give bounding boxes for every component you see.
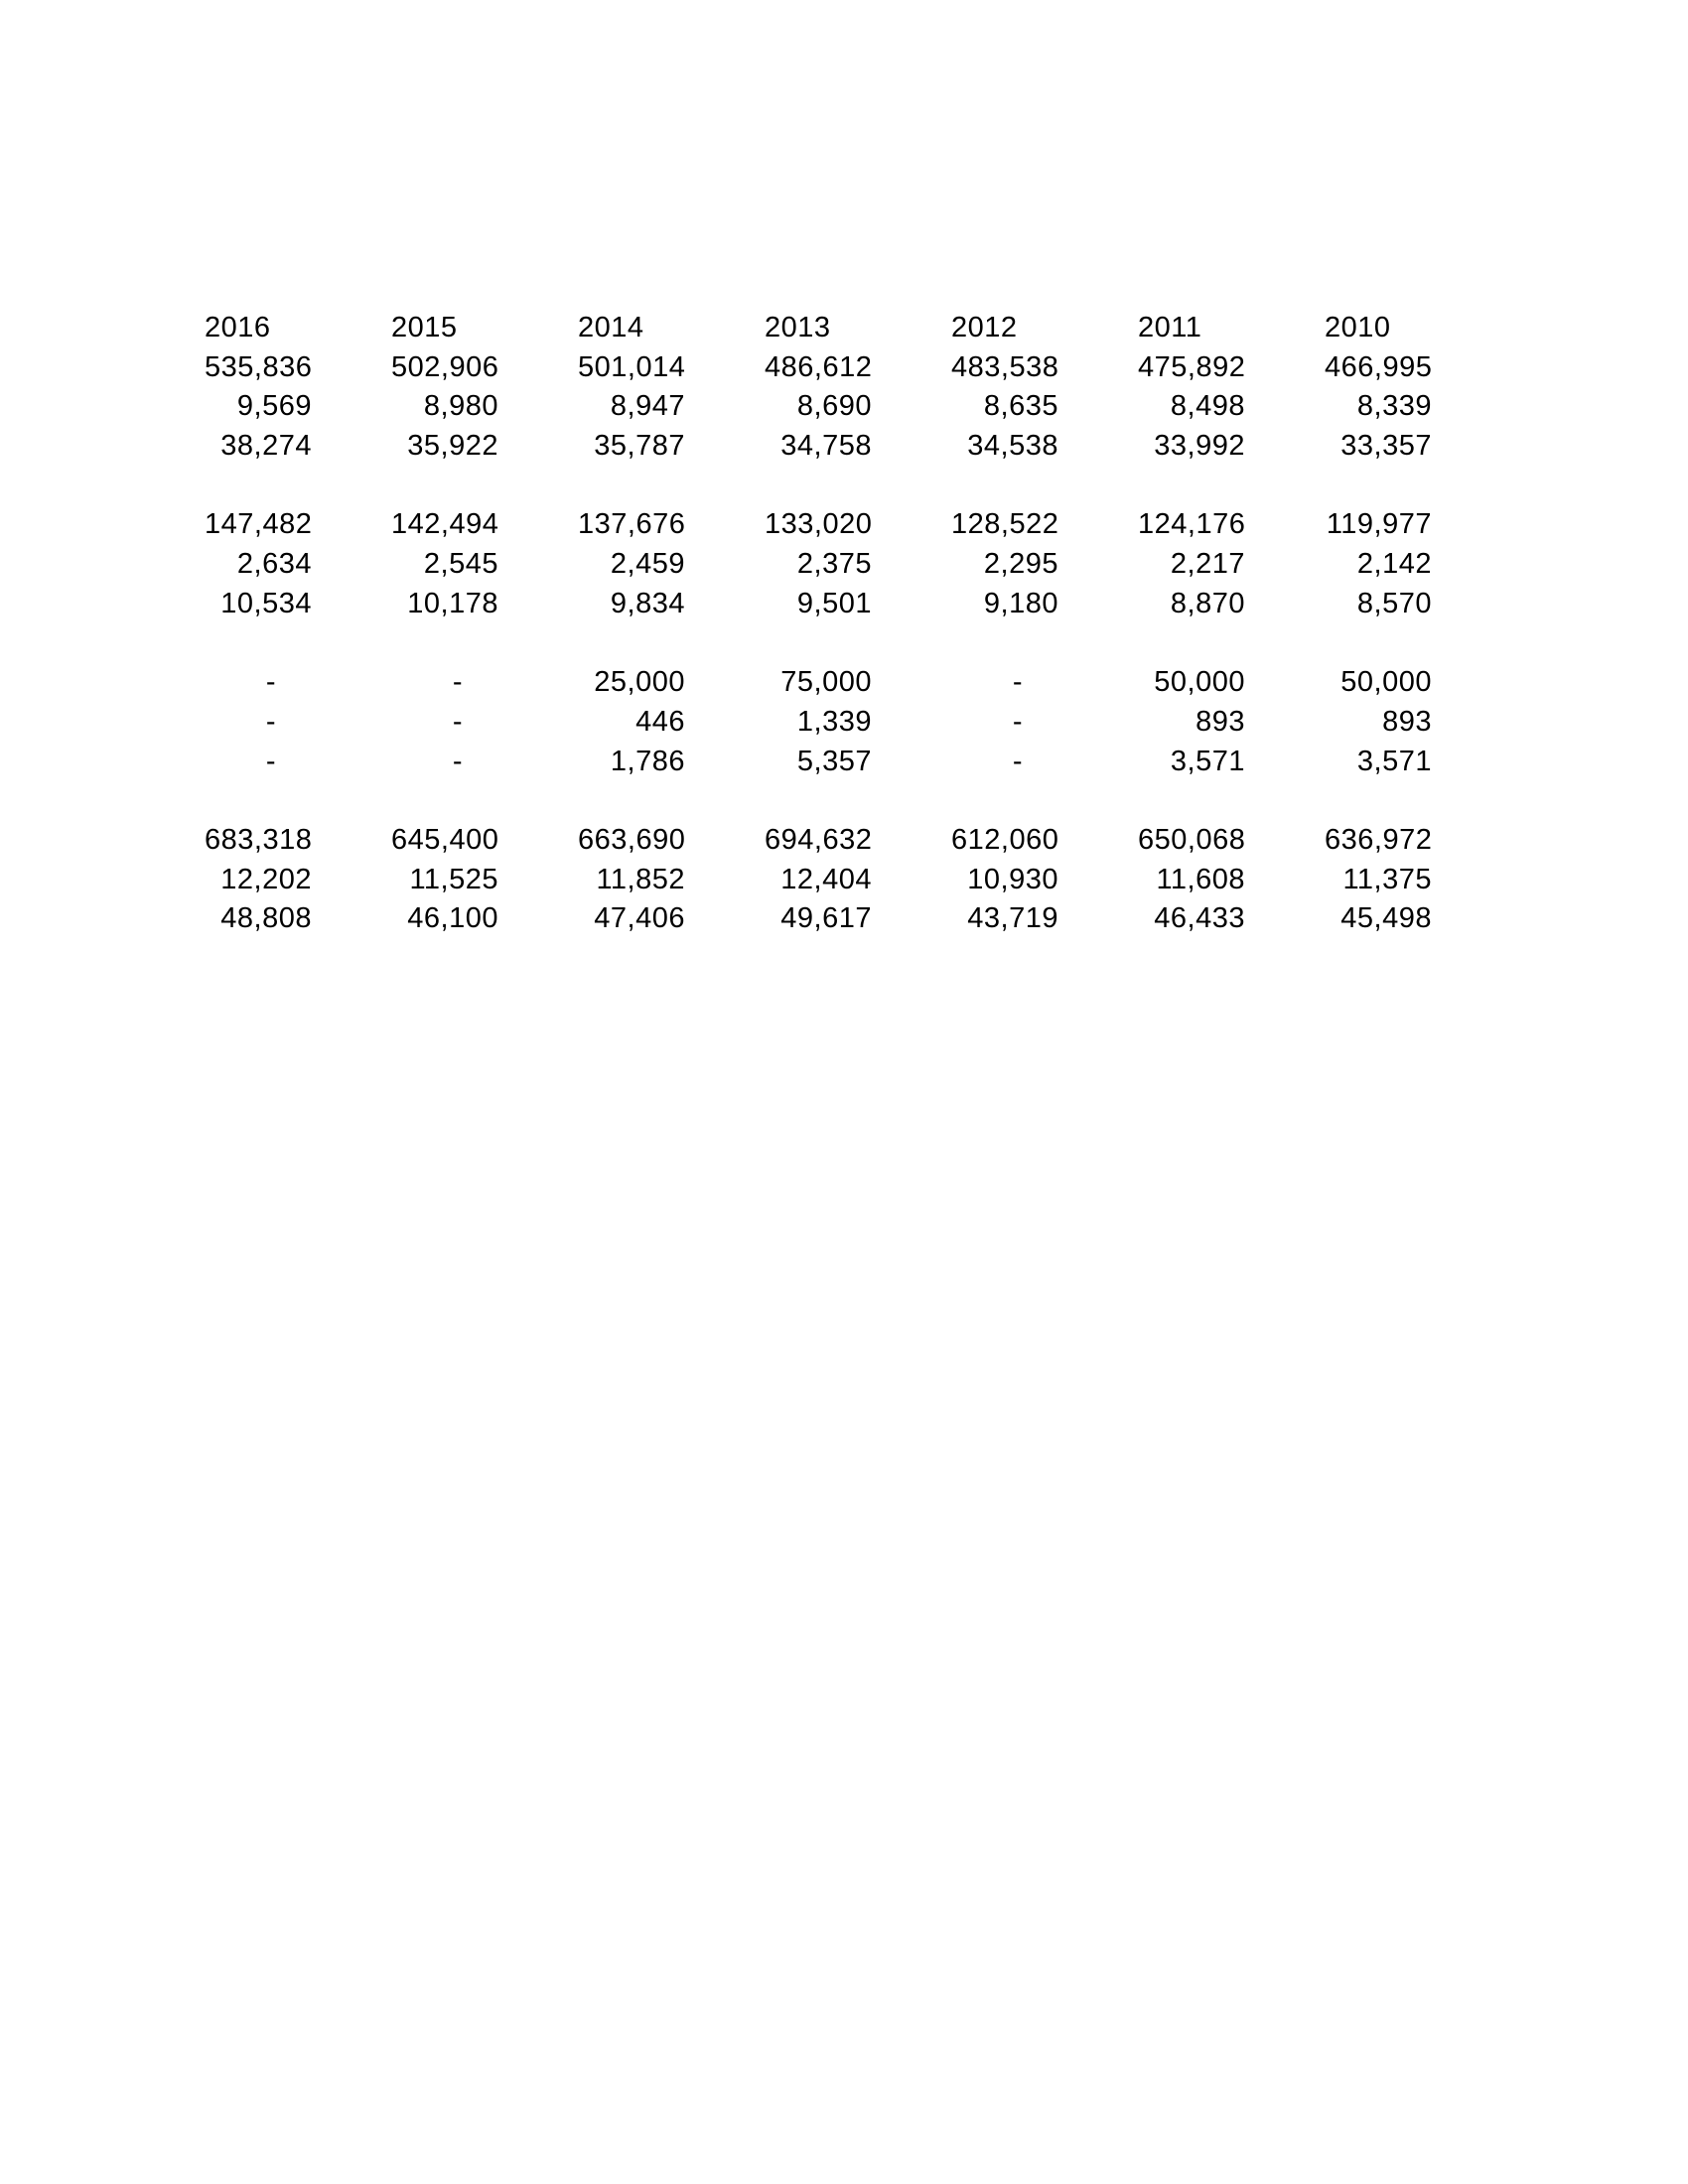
table-cell: 2,634 [236,548,312,581]
table-row [205,703,1511,743]
table-cell: 2,142 [1356,548,1432,581]
table-cell: - [452,745,463,777]
table-cell: 5,357 [796,745,872,777]
table-row [205,505,1511,545]
table-cell: 446 [635,705,685,738]
table-cell: 9,834 [610,587,685,619]
table-cell: 137,676 [578,508,686,541]
table-cell: 11,608 [1156,863,1245,895]
table-cell: - [1012,705,1023,738]
table-row [205,861,1511,900]
table-cell: 48,808 [220,902,312,935]
column-header-2015: 2015 [391,312,458,343]
table-cell: 119,977 [1326,508,1432,541]
table-row [205,663,1511,703]
table-cell: 38,274 [220,430,312,463]
table-cell: 1,339 [796,705,872,738]
column-header-2014: 2014 [578,312,644,343]
table-cell: 8,498 [1170,390,1245,423]
table-cell: 663,690 [578,823,686,856]
table-cell: 33,357 [1340,430,1432,463]
table-row [205,743,1511,782]
table-cell: 694,632 [765,823,873,856]
table-cell: 8,339 [1356,390,1432,423]
column-header-2016: 2016 [205,312,271,343]
table-cell: - [265,666,276,699]
table-cell: - [265,745,276,777]
table-cell: 9,180 [983,587,1058,619]
table-row [205,585,1511,624]
table-cell: 9,501 [796,587,872,619]
table-cell: 475,892 [1138,350,1246,383]
table-cell: 8,690 [796,390,872,423]
table-cell: 2,295 [983,548,1058,581]
table-cell: 893 [1382,705,1432,738]
table-header-row [205,309,1511,348]
table-cell: - [452,705,463,738]
table-cell: 893 [1196,705,1245,738]
table-cell: 9,569 [236,390,312,423]
column-header-2012: 2012 [951,312,1018,343]
blank-spacer-row [205,781,1511,821]
table-cell: 11,852 [596,863,685,895]
financial-table [205,309,1511,939]
table-cell: 8,980 [423,390,498,423]
table-cell: 683,318 [205,823,313,856]
table-row [205,348,1511,388]
table-cell: 47,406 [594,902,685,935]
column-header-2013: 2013 [765,312,831,343]
table-cell: 8,870 [1170,587,1245,619]
table-cell: 466,995 [1325,350,1433,383]
table-cell: 650,068 [1138,823,1246,856]
table-cell: 2,545 [423,548,498,581]
table-row [205,545,1511,585]
table-cell: - [265,705,276,738]
table-cell: 1,786 [610,745,685,777]
table-cell: 2,375 [796,548,872,581]
table-cell: 612,060 [951,823,1059,856]
table-cell: - [1012,745,1023,777]
table-cell: 25,000 [594,666,685,699]
table-cell: 645,400 [391,823,499,856]
table-cell: 3,571 [1356,745,1432,777]
table-cell: 35,922 [407,430,498,463]
table-cell: 10,178 [407,587,498,619]
table-cell: 45,498 [1340,902,1432,935]
table-cell: 10,534 [220,587,312,619]
table-cell: 8,635 [983,390,1058,423]
table-cell: 501,014 [578,350,686,383]
table-cell: 8,570 [1356,587,1432,619]
table-cell: 486,612 [765,350,873,383]
table-cell: 636,972 [1325,823,1433,856]
table-cell: 11,525 [409,863,498,895]
table-cell: 75,000 [780,666,872,699]
table-cell: 502,906 [391,350,499,383]
blank-spacer-row [205,467,1511,506]
table-cell: 142,494 [391,508,499,541]
table-cell: 46,100 [407,902,498,935]
table-cell: 49,617 [780,902,872,935]
table-row [205,899,1511,939]
table-cell: - [452,666,463,699]
column-header-2010: 2010 [1325,312,1391,343]
table-row [205,427,1511,467]
table-row [205,821,1511,861]
table-cell: 3,571 [1170,745,1245,777]
table-cell: 147,482 [205,508,313,541]
table-cell: 33,992 [1154,430,1245,463]
table-cell: 10,930 [967,863,1058,895]
table-cell: - [1012,666,1023,699]
table-cell: 43,719 [967,902,1058,935]
table-cell: 50,000 [1340,666,1432,699]
table-cell: 133,020 [765,508,873,541]
table-cell: 2,217 [1170,548,1245,581]
table-cell: 535,836 [205,350,313,383]
table-cell: 8,947 [610,390,685,423]
table-cell: 50,000 [1154,666,1245,699]
table-cell: 11,375 [1342,863,1432,895]
table-cell: 12,202 [220,863,312,895]
table-cell: 128,522 [951,508,1059,541]
table-cell: 12,404 [780,863,872,895]
table-cell: 46,433 [1154,902,1245,935]
column-header-2011: 2011 [1138,312,1202,343]
table-cell: 34,758 [780,430,872,463]
table-cell: 124,176 [1138,508,1246,541]
table-cell: 35,787 [594,430,685,463]
table-cell: 2,459 [610,548,685,581]
blank-spacer-row [205,624,1511,664]
table-cell: 34,538 [967,430,1058,463]
table-cell: 483,538 [951,350,1059,383]
table-row [205,387,1511,427]
